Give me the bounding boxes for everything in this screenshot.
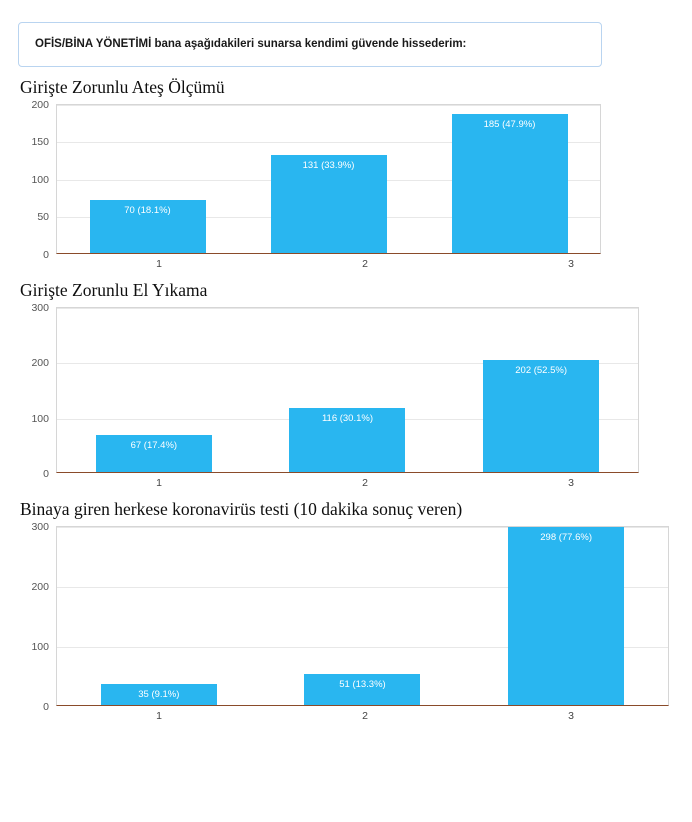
bar-group [57,308,638,472]
bar-group [57,527,668,705]
bar[interactable] [96,435,212,472]
chart-block-2 [18,280,674,493]
bar-value-label: 131 (33.9%) [302,159,355,171]
bar-value-label: 116 (30.1%) [321,412,374,424]
bar-slot [444,308,638,472]
bar-value-label: 70 (18.1%) [124,205,171,217]
x-axis-tick: 1 [156,257,162,270]
bar-slot [57,308,251,472]
x-axis-tick: 1 [156,476,162,489]
x-axis-tick: 2 [362,709,368,722]
bar[interactable] [101,684,217,705]
bar-slot [251,308,445,472]
bar[interactable] [452,114,568,253]
bar-value-label: 35 (9.1%) [138,688,180,700]
x-axis-tick: 3 [568,709,574,722]
x-axis-3 [56,706,674,726]
chart-title-1: Girişte Zorunlu Ateş Ölçümü [20,76,225,97]
chart-block-3 [18,499,674,726]
plot-frame-2 [31,301,639,480]
bar-slot [57,105,238,253]
y-axis-tick: 100 [31,640,49,653]
bar-value-label: 298 (77.6%) [540,531,593,543]
bar[interactable] [271,155,387,253]
bar-slot [261,527,465,705]
question-banner [18,22,602,67]
bar[interactable] [483,360,599,472]
x-axis-tick: 1 [156,709,162,722]
x-axis-tick: 2 [362,476,368,489]
chart-title-2: Girişte Zorunlu El Yıkama [20,279,208,300]
y-axis-tick: 0 [43,467,49,480]
bar-slot [238,105,419,253]
y-axis-tick: 300 [31,301,49,314]
x-axis-1 [56,254,674,274]
y-axis-tick: 100 [31,173,49,186]
y-axis-tick: 300 [31,520,49,533]
chart-area-1 [18,98,674,274]
bar[interactable] [90,200,206,253]
chart-area-2 [18,301,674,493]
x-axis-tick: 2 [362,257,368,270]
y-axis-tick: 50 [37,211,49,224]
x-axis-tick: 3 [568,476,574,489]
question-text: OFİS/BİNA YÖNETİMİ bana aşağıdakileri sunarsa kendimi güvende hissederim: [35,38,467,50]
bar-slot [57,527,261,705]
bar-value-label: 185 (47.9%) [483,119,536,131]
y-axis-tick: 200 [31,580,49,593]
bar-value-label: 67 (17.4%) [130,439,178,451]
y-axis-tick: 0 [43,248,49,261]
bar-slot [464,527,668,705]
y-axis-tick: 200 [31,357,49,370]
y-axis-tick: 150 [31,136,49,149]
chart-area-3 [18,520,674,726]
x-axis-2 [56,473,674,493]
chart-title-3: Binaya giren herkese koronavirüs testi (10 dakika sonuç veren) [20,498,463,519]
bar-group [57,105,600,253]
chart-block-1 [18,77,674,274]
y-axis-tick: 100 [31,412,49,425]
bar-value-label: 51 (13.3%) [339,679,386,691]
bar[interactable] [508,527,624,705]
bar-slot [419,105,600,253]
x-axis-tick: 3 [568,257,574,270]
bar-value-label: 202 (52.5%) [515,365,568,377]
bar[interactable] [304,674,420,705]
y-axis-tick: 0 [43,700,49,713]
plot-frame-1 [31,98,601,261]
y-axis-tick: 200 [31,98,49,111]
plot-frame-3 [31,520,669,713]
bar[interactable] [289,408,405,472]
